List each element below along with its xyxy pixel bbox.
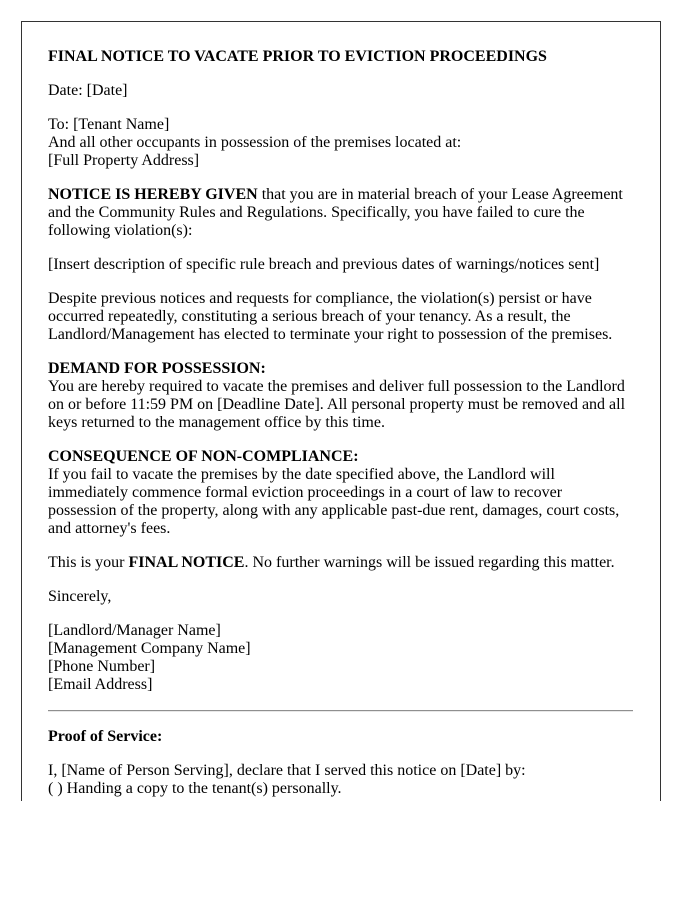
text-run: possession of the property, along with any applicable past-due rent, damages, court costs, xyxy=(48,502,620,519)
text-run: on or before 11:59 PM on [Deadline Date]. All personal property must be removed and all xyxy=(48,396,626,413)
consequence-section xyxy=(48,448,633,538)
text-run: You are hereby required to vacate the premises and deliver full possession to the Landlord xyxy=(48,378,625,395)
text-run: [Phone Number] xyxy=(48,658,156,675)
text-run: Sincerely, xyxy=(48,588,112,605)
bold-text-run: DEMAND FOR POSSESSION: xyxy=(48,360,266,377)
letter-document xyxy=(21,21,661,801)
proof-of-service-paragraph xyxy=(48,762,633,798)
text-run: [Full Property Address] xyxy=(48,152,200,169)
text-run: ( ) Handing a copy to the tenant(s) personally. xyxy=(48,780,342,797)
text-run: This is your xyxy=(48,554,129,571)
notice-given-paragraph xyxy=(48,186,633,240)
text-run: And all other occupants in possession of the premises located at: xyxy=(48,134,462,151)
text-run: [Landlord/Manager Name] xyxy=(48,622,221,639)
letter-title xyxy=(48,48,633,66)
bold-text-run: NOTICE IS HEREBY GIVEN xyxy=(48,186,258,203)
final-notice-paragraph xyxy=(48,554,633,572)
text-run: Date: [Date] xyxy=(48,82,128,99)
text-run: immediately commence formal eviction proceedings in a court of law to recover xyxy=(48,484,563,501)
proof-of-service-heading xyxy=(48,728,633,746)
bold-text-run: FINAL NOTICE TO VACATE PRIOR TO EVICTION PROCEEDINGS xyxy=(48,48,547,65)
date-line xyxy=(48,82,633,100)
text-run: and the Community Rules and Regulations. Specifically, you have failed to cure the xyxy=(48,204,585,221)
text-run: If you fail to vacate the premises by the date specified above, the Landlord will xyxy=(48,466,555,483)
text-run: keys returned to the management office by this time. xyxy=(48,414,385,431)
section-divider xyxy=(48,710,633,712)
text-run: [Management Company Name] xyxy=(48,640,251,657)
closing-line xyxy=(48,588,633,606)
text-run: that you are in material breach of your Lease Agreement xyxy=(257,186,623,203)
text-run: I, [Name of Person Serving], declare that I served this notice on [Date] by: xyxy=(48,762,526,779)
bold-text-run: CONSEQUENCE OF NON-COMPLIANCE: xyxy=(48,448,359,465)
breach-paragraph xyxy=(48,290,633,344)
text-run: Despite previous notices and requests for compliance, the violation(s) persist or have xyxy=(48,290,592,307)
text-run: To: [Tenant Name] xyxy=(48,116,170,133)
text-run: Landlord/Management has elected to terminate your right to possession of the premises. xyxy=(48,326,613,343)
text-run: [Insert description of specific rule breach and previous dates of warnings/notices sent] xyxy=(48,256,600,273)
text-run: and attorney's fees. xyxy=(48,520,171,537)
violation-description-placeholder xyxy=(48,256,633,274)
recipient-block xyxy=(48,116,633,170)
text-run: . No further warnings will be issued regarding this matter. xyxy=(244,554,615,571)
signature-block xyxy=(48,622,633,694)
bold-text-run: FINAL NOTICE xyxy=(128,554,245,571)
text-run: [Email Address] xyxy=(48,676,153,693)
demand-for-possession-section xyxy=(48,360,633,432)
text-run: occurred repeatedly, constituting a serious breach of your tenancy. As a result, the xyxy=(48,308,571,325)
bold-text-run: Proof of Service: xyxy=(48,728,163,745)
text-run: following violation(s): xyxy=(48,222,193,239)
